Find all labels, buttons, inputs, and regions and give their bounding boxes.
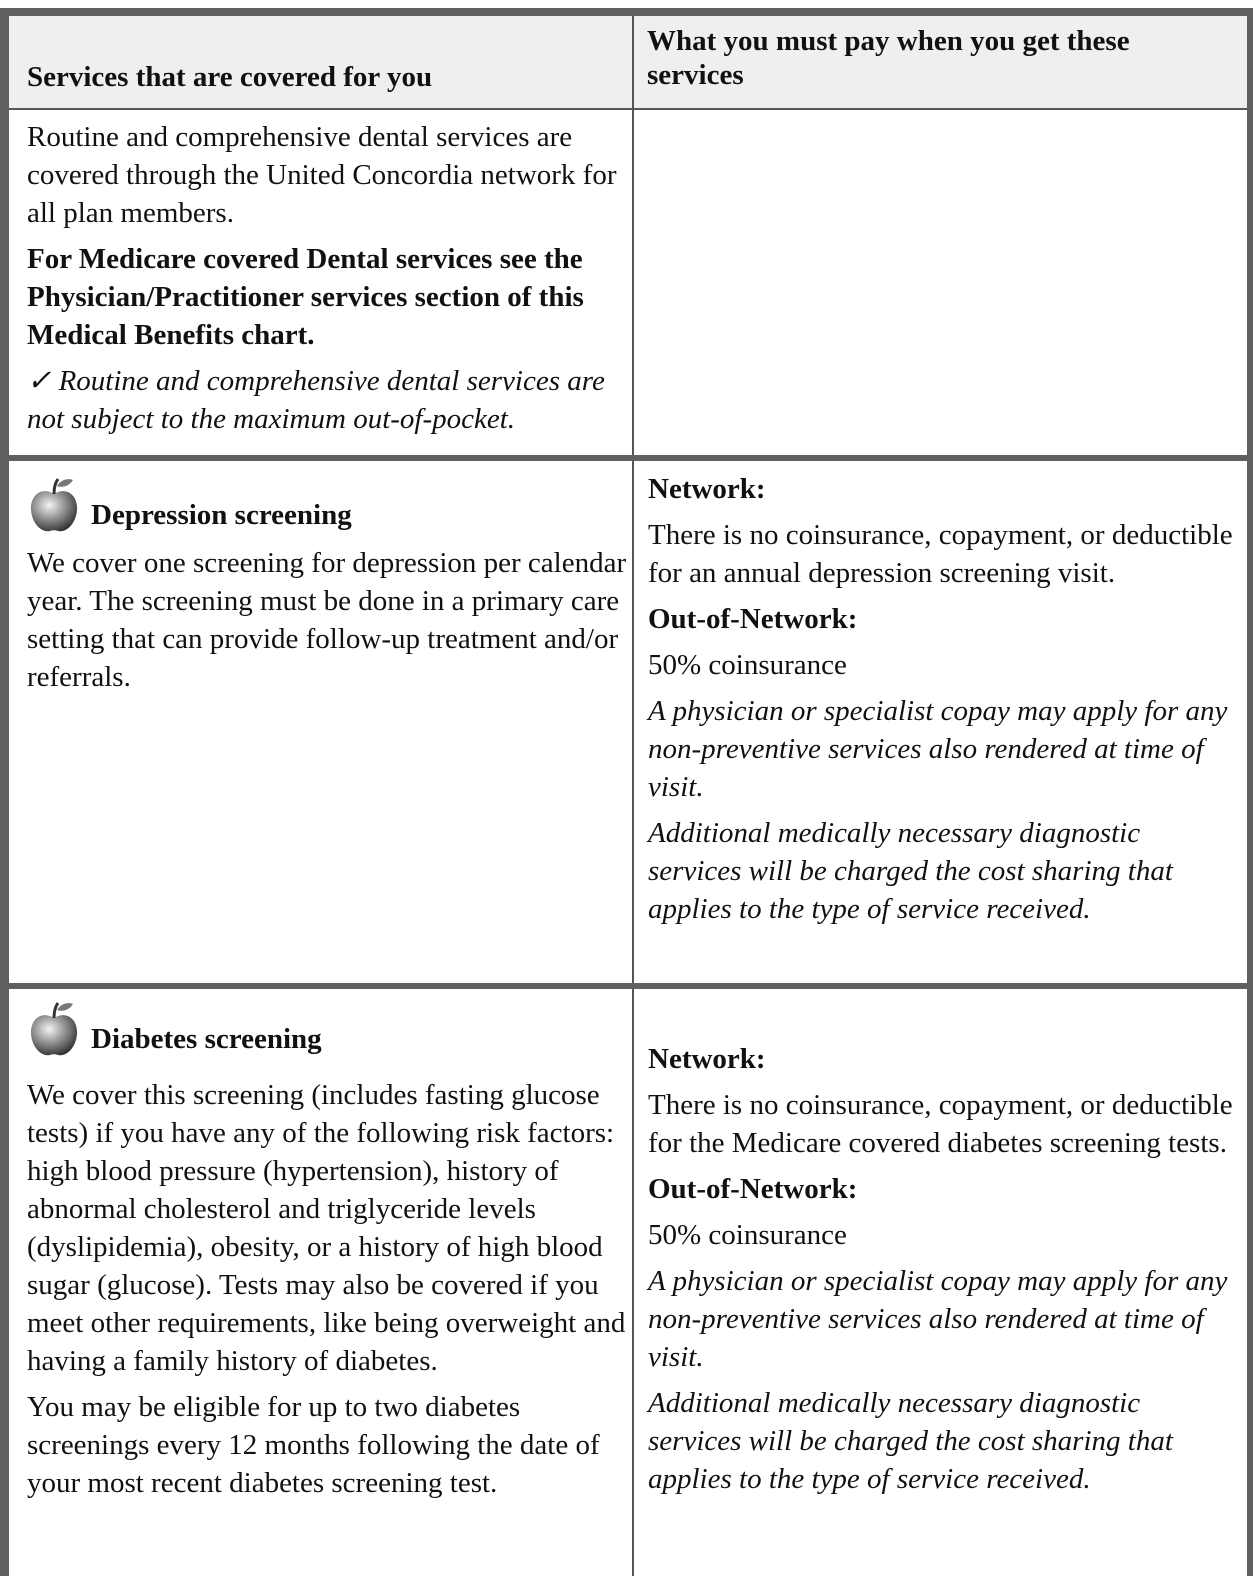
diabetes-eligibility: You may be eligible for up to two diabetes screenings every 12 months following the date of your most recent diabetes screening test. [27,1391,600,1499]
depression-note-diagnostic: Additional medically necessary diagnostic services will be charged the cost sharing that applies to the type of service received. [648,817,1173,925]
depression-cost-cell [648,470,1238,936]
row-separator [9,983,1247,989]
depression-note-copay: A physician or specialist copay may apply for any non-preventive services also rendered at time of visit. [648,695,1228,803]
table-header [9,16,1247,110]
dental-column-divider [632,110,634,455]
depression-oon-label: Out-of-Network: [648,603,858,635]
diabetes-title-line [27,1000,627,1058]
depression-column-divider [632,461,634,983]
diabetes-network-label: Network: [648,1043,766,1075]
diabetes-oon-text: 50% coinsurance [648,1219,847,1251]
depression-title: Depression screening [91,499,352,531]
dental-medicare-note: For Medicare covered Dental services see the Physician/Practitioner services section of this Medical Benefits chart. [27,243,584,351]
diabetes-cost-cell [648,1040,1238,1506]
depression-description: We cover one screening for depression per calendar year. The screening must be done in a primary care setting that can provide follow-up treatment and/or referrals. [27,547,627,693]
apple-icon [27,476,81,534]
depression-network-text: There is no coinsurance, copayment, or deductible for an annual depression screening visit. [648,519,1233,589]
left-border [0,8,9,1576]
dental-description: Routine and comprehensive dental services are covered through the United Concordia network for all plan members. [27,121,617,229]
top-border [0,8,1253,16]
row-separator [9,455,1247,461]
depression-network-label: Network: [648,473,766,505]
diabetes-column-divider [632,989,634,1576]
depression-oon-text: 50% coinsurance [648,649,847,681]
right-border [1247,8,1253,1576]
dental-services-cell [27,118,627,446]
dental-oop-note [27,362,627,438]
diabetes-note-copay: A physician or specialist copay may apply for any non-preventive services also rendered at time of visit. [648,1265,1228,1373]
diabetes-description: We cover this screening (includes fasting glucose tests) if you have any of the following risk factors: high blood pressure (hypertension), history of abnormal cholesterol and triglyceride levels (dyslipidemia), obesity, or a history of high blood sugar (glucose). Tests may also be covered if you meet other requirements, like being overweight and having a family history of diabetes. [27,1079,626,1377]
header-what-you-pay: What you must pay when you get these services [647,25,1130,91]
depression-title-line [27,476,627,534]
diabetes-title: Diabetes screening [91,1023,322,1055]
dental-oop-text: Routine and comprehensive dental services are not subject to the maximum out-of-pocket. [27,365,605,435]
header-covered-services: Services that are covered for you [27,61,433,93]
checkmark-icon: ✓ [27,365,52,397]
diabetes-oon-label: Out-of-Network: [648,1173,858,1205]
diabetes-services-cell [27,1000,627,1510]
depression-services-cell [27,476,627,704]
header-column-divider [632,16,634,110]
apple-icon [27,1000,81,1058]
diabetes-note-diagnostic: Additional medically necessary diagnostic services will be charged the cost sharing that applies to the type of service received. [648,1387,1173,1495]
diabetes-network-text: There is no coinsurance, copayment, or deductible for the Medicare covered diabetes screening tests. [648,1089,1233,1159]
